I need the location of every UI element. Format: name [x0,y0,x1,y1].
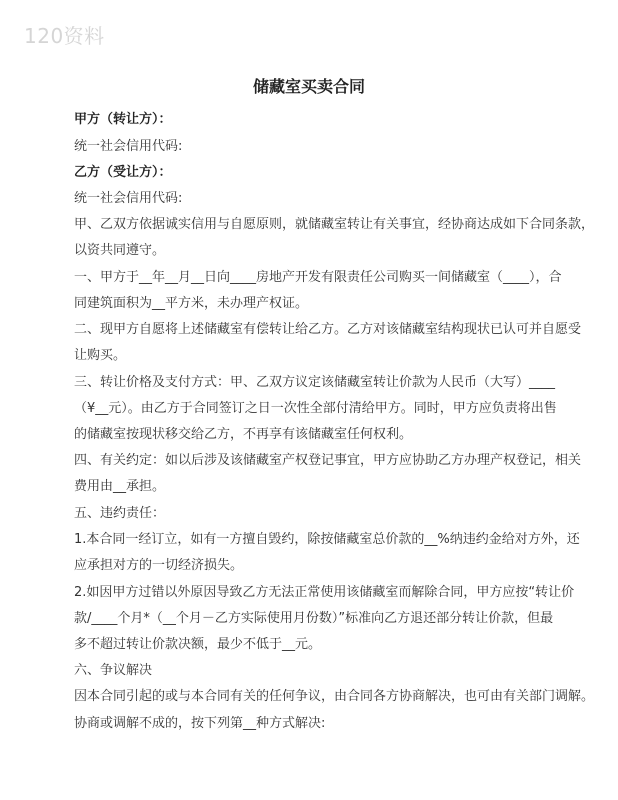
clause-5-item-1-line: 应承担对方的一切经济损失。 [74,558,244,573]
clause-1-line: 同建筑面积为__平方米，未办理产权证。 [74,296,309,311]
party-a-label: 甲方（转让方）： [74,112,172,127]
party-b-label: 乙方（受让方）： [74,165,172,180]
clause-2-line: 二、现甲方自愿将上述储藏室有偿转让给乙方。乙方对该储藏室结构现状已认可并自愿受 [74,322,582,337]
clause-5-item-1-line: 1.本合同一经订立，如有一方擅自毁约，除按储藏室总价款的__%纳违约金给对方外，还 [74,532,580,547]
clause-1-line: 一、甲方于__年__月__日向____房地产开发有限责任公司购买一间储藏室（____），合 [74,270,562,285]
clause-3-line: 三、转让价格及支付方式：甲、乙双方议定该储藏室转让价款为人民币（大写）____ [74,375,556,390]
clause-6-line: 协商或调解不成的，按下列第__种方式解决: [74,716,326,731]
preamble-line: 以资共同遵守。 [74,243,166,258]
party-a-credit-code: 统一社会信用代码: [74,139,183,154]
clause-4-line: 费用由__承担。 [74,479,166,494]
clause-5-item-2-line: 2.如因甲方过错以外原因导致乙方无法正常使用该储藏室而解除合同，甲方应按“转让价 [74,585,575,600]
document-title: 储藏室买卖合同 [252,77,365,96]
clause-6-heading: 六、争议解决 [74,663,153,678]
clause-5-heading: 五、违约责任： [74,506,166,521]
clause-2-line: 让购买。 [74,348,127,363]
watermark: 120资料 [24,24,105,48]
clause-4-line: 四、有关约定：如以后涉及该储藏室产权登记事宜，甲方应协助乙方办理产权登记，相关 [74,453,582,468]
preamble-line: 甲、乙双方依据诚实信用与自愿原则，就储藏室转让有关事宜，经协商达成如下合同条款， [74,217,595,232]
party-b-credit-code: 统一社会信用代码: [74,191,183,206]
clause-3-line: （¥__元）。由乙方于合同签订之日一次性全部付清给甲方。同时，甲方应负责将出售 [74,401,557,416]
clause-5-item-2-line: 款/____个月*（__个月－乙方实际使用月份数）”标准向乙方退还部分转让价款，但最 [74,611,554,626]
clause-6-line: 因本合同引起的或与本合同有关的任何争议，由合同各方协商解决，也可由有关部门调解。 [74,689,595,704]
clause-5-item-2-line: 多不超过转让价款决额，最少不低于__元。 [74,637,322,652]
clause-3-line: 的储藏室按现状移交给乙方，不再享有该储藏室任何权利。 [74,427,413,442]
